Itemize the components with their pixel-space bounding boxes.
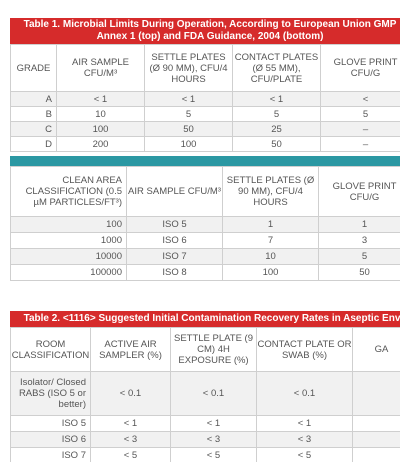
table-cell: 1 bbox=[319, 217, 400, 233]
table-cell: 3 bbox=[319, 233, 400, 249]
table-cell: < 1 bbox=[171, 416, 257, 432]
table-cell: ISO 5 bbox=[127, 217, 223, 233]
table1-title-line2: Annex 1 (top) and FDA Guidance, 2004 (bottom) bbox=[96, 31, 324, 42]
table2-header-settle-plate: SETTLE PLATE (9 CM) 4H EXPOSURE (%) bbox=[171, 328, 257, 372]
table2-header-contact-plate: CONTACT PLATE OR SWAB (%) bbox=[257, 328, 353, 372]
table1-bottom bbox=[10, 166, 400, 281]
table-cell: ISO 7 bbox=[127, 249, 223, 265]
table-row bbox=[11, 372, 400, 416]
table-cell: < 0.1 bbox=[91, 372, 171, 416]
table-cell bbox=[353, 448, 400, 462]
table-cell: 10000 bbox=[11, 249, 127, 265]
table-cell: 100 bbox=[57, 122, 145, 137]
table1-divider bbox=[10, 156, 400, 166]
table1-title-line1: Table 1. Microbial Limits During Operation, According to European Union GMP bbox=[23, 19, 397, 30]
table2 bbox=[10, 327, 400, 462]
table-row bbox=[11, 416, 400, 432]
table-cell: < 3 bbox=[91, 432, 171, 448]
table-cell bbox=[353, 372, 400, 416]
table1-header-air-sample: AIR SAMPLE CFU/M³ bbox=[57, 45, 145, 92]
table-cell: 50 bbox=[145, 122, 233, 137]
table-cell: < 1 bbox=[57, 92, 145, 107]
table-cell: 100 bbox=[11, 217, 127, 233]
table-cell: ISO 6 bbox=[11, 432, 91, 448]
table-cell: 25 bbox=[233, 122, 321, 137]
table-row bbox=[11, 448, 400, 462]
table-cell bbox=[353, 416, 400, 432]
table1-header-settle-plates-2: SETTLE PLATES (Ø 90 MM), CFU/4 HOURS bbox=[223, 167, 319, 217]
table-cell: < 1 bbox=[257, 416, 353, 432]
table2-header-glove: GA bbox=[353, 328, 400, 372]
table-cell bbox=[353, 432, 400, 448]
table-row bbox=[11, 217, 400, 233]
table2-title-text: Table 2. <1116> Suggested Initial Contamination Recovery Rates in Aseptic Env bbox=[23, 313, 400, 324]
table-cell: < 5 bbox=[171, 448, 257, 462]
table-cell: B bbox=[11, 107, 57, 122]
table-cell: < 0.1 bbox=[171, 372, 257, 416]
table-cell: < 3 bbox=[257, 432, 353, 448]
table2-header-room-classification: ROOM CLASSIFICATION bbox=[11, 328, 91, 372]
table-cell: < 1 bbox=[233, 92, 321, 107]
table-row bbox=[11, 122, 400, 137]
table-cell: 7 bbox=[223, 233, 319, 249]
table-cell: 10 bbox=[57, 107, 145, 122]
table-cell: 100000 bbox=[11, 265, 127, 281]
table-row bbox=[11, 233, 400, 249]
table-cell: 50 bbox=[233, 137, 321, 152]
table1-header-settle-plates: SETTLE PLATES (Ø 90 MM), CFU/4 HOURS bbox=[145, 45, 233, 92]
table-cell: ISO 8 bbox=[127, 265, 223, 281]
table-cell: < 1 bbox=[145, 92, 233, 107]
table-row bbox=[11, 92, 400, 107]
table-cell: < 0.1 bbox=[257, 372, 353, 416]
table-cell: < bbox=[321, 92, 400, 107]
table-cell: – bbox=[321, 137, 400, 152]
table-cell: 5 bbox=[233, 107, 321, 122]
table1-header-clean-area: CLEAN AREA CLASSIFICATION (0.5 µM PARTICLES/FT³) bbox=[11, 167, 127, 217]
table-cell: 5 bbox=[321, 107, 400, 122]
table-row bbox=[11, 265, 400, 281]
table-cell: 5 bbox=[319, 249, 400, 265]
table-row bbox=[11, 432, 400, 448]
table-cell: < 5 bbox=[91, 448, 171, 462]
table1-title bbox=[10, 18, 400, 44]
table-cell: D bbox=[11, 137, 57, 152]
table-cell: Isolator/ Closed RABS (ISO 5 or better) bbox=[11, 372, 91, 416]
table-cell: 50 bbox=[319, 265, 400, 281]
table2-title bbox=[10, 311, 400, 327]
table-cell: ISO 7 bbox=[11, 448, 91, 462]
table-cell: 100 bbox=[223, 265, 319, 281]
table-cell: 1000 bbox=[11, 233, 127, 249]
table1-header-contact-plates: CONTACT PLATES (Ø 55 MM), CFU/PLATE bbox=[233, 45, 321, 92]
table-cell: 10 bbox=[223, 249, 319, 265]
table-cell: < 1 bbox=[91, 416, 171, 432]
table-row bbox=[11, 107, 400, 122]
table-cell: A bbox=[11, 92, 57, 107]
table-cell: 5 bbox=[145, 107, 233, 122]
table1-header-air-sample-2: AIR SAMPLE CFU/M³ bbox=[127, 167, 223, 217]
table-cell: 200 bbox=[57, 137, 145, 152]
table-row bbox=[11, 249, 400, 265]
table1-header-glove-print: GLOVE PRINT CFU/G bbox=[321, 45, 400, 92]
table1-header-grade: GRADE bbox=[11, 45, 57, 92]
table2-header-active-air: ACTIVE AIR SAMPLER (%) bbox=[91, 328, 171, 372]
table-cell: < 3 bbox=[171, 432, 257, 448]
table-cell: < 5 bbox=[257, 448, 353, 462]
table-cell: 1 bbox=[223, 217, 319, 233]
table1-top bbox=[10, 44, 400, 152]
table1-header-glove-print-2: GLOVE PRINT CFU/G bbox=[319, 167, 400, 217]
table-cell: C bbox=[11, 122, 57, 137]
table-cell: ISO 6 bbox=[127, 233, 223, 249]
table-cell: 100 bbox=[145, 137, 233, 152]
table-cell: ISO 5 bbox=[11, 416, 91, 432]
table-cell: – bbox=[321, 122, 400, 137]
table-row bbox=[11, 137, 400, 152]
